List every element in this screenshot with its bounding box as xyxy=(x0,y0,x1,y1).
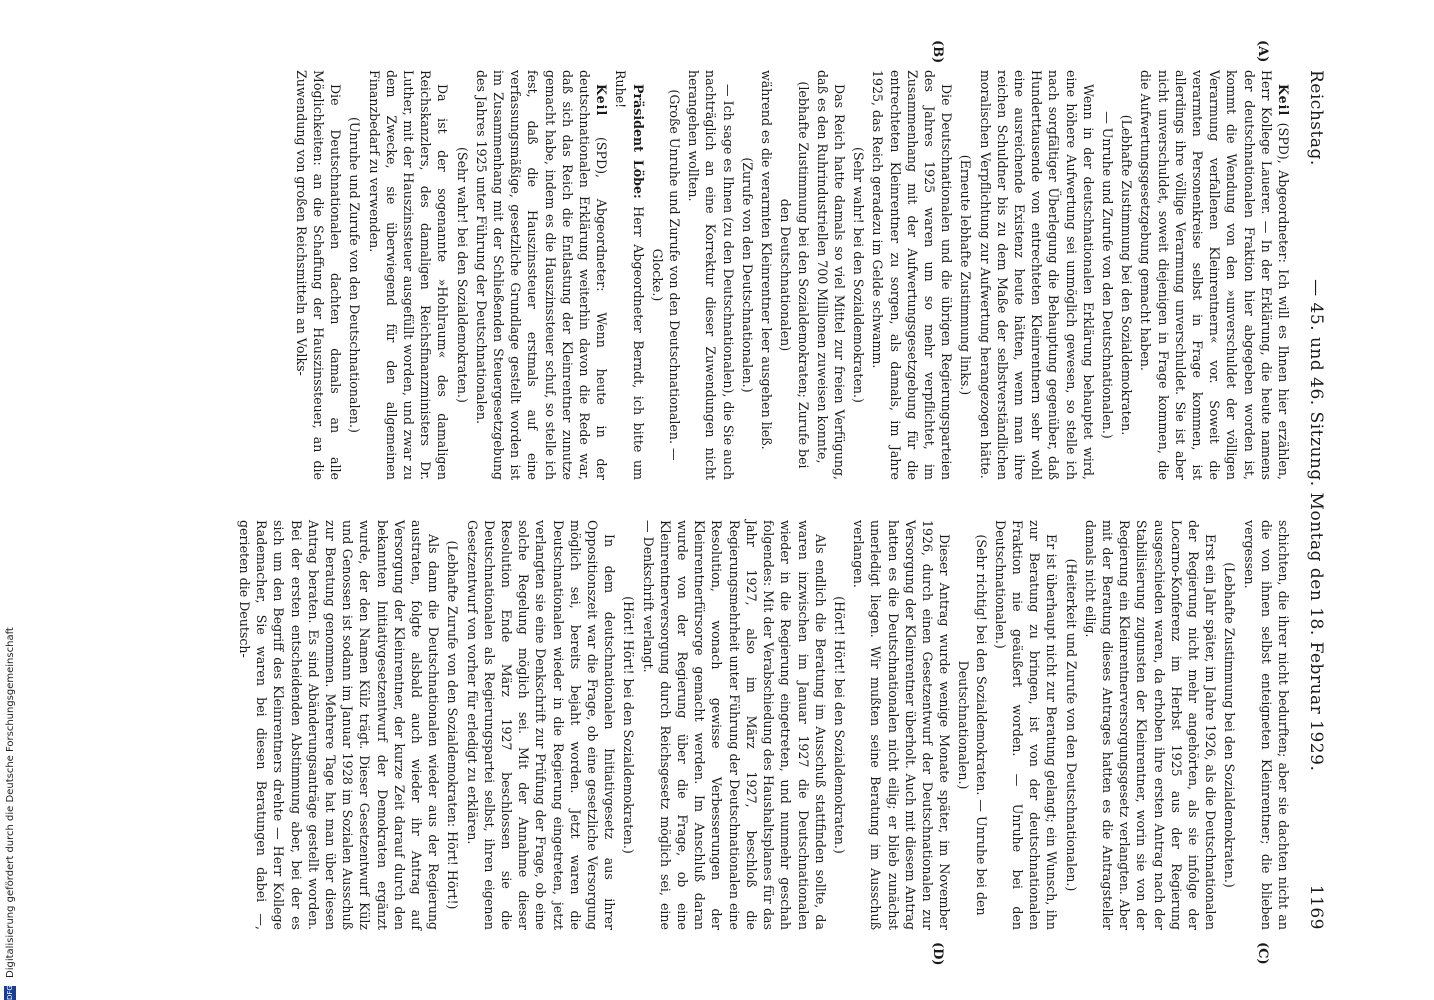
margin-marker-d: (D) xyxy=(930,942,945,966)
digitization-credit xyxy=(3,0,17,1000)
interjection: (Sehr wahr! bei den Sozialdemokraten.) xyxy=(851,147,867,403)
header-title: — 45. und 46. Sitzung. Montag den 18. Februar 1929. xyxy=(1306,279,1326,772)
margin-marker-b: (B) xyxy=(930,40,945,64)
interjection: (Erneute lebhafte Zustimmung links.) xyxy=(958,154,974,396)
paragraph-text: — Ich sage es Ihnen (zu den Deutschnationalen), die Sie auch nachträglich an eine Korrektur dieser Zuwendungen nicht herangehen wollten. xyxy=(686,70,736,480)
dfg-logo: DFG xyxy=(6,985,14,1000)
interjection: (Unruhe und Zurufe von den Deutschnationalen.) xyxy=(347,117,363,433)
speaker-name: Keil xyxy=(594,84,610,117)
paragraph xyxy=(976,70,1096,480)
paragraph-text: Als dann die Deutschnationalen wieder aus der Regierung austraten, folgte alsbald auch wieder ihr Antrag auf Versorgung der Kleinrentner, der kurze Zeit darauf durch den bekannten Initiativgesetzentwurf der Demokraten ergänzt wurde, der den Namen Külz trägt. Dieser Gesetzentwurf Külz und Genossen ist sodann im Januar 1928 im Sozialen Ausschuß zur Beratung genommen. Mehrere Tage hat man über diesen Antrag beraten. Es sind Abänderungsanträge gestellt worden. Bei der ersten entscheidenden Abstimmung aber, bei der es sich um den Begriff des Kleinrentners drehte — Herr Kollege Rademacher, Sie waren bei diesen Beratungen dabei —, gerieten die Deutsch- xyxy=(237,520,442,930)
paragraph-text: Er ist überhaupt nicht zur Beratung gelangt; ein Wunsch, ihn zur Beratung zu bringen, ist von der deutschnationalen Fraktion nie geäußert worden. — Unruhe bei den Deutschnationalen.) xyxy=(992,520,1060,930)
interjection: (Sehr richtig! bei den Sozialdemokraten. — Unruhe bei den Deutschnationalen.) xyxy=(956,534,989,916)
paragraph xyxy=(236,520,442,930)
paragraph xyxy=(463,520,618,930)
header-left: Reichstag. xyxy=(1306,70,1326,166)
interjection: (Lebhafte Zurufe von den Sozialdemokraten: Hört! Hört!) xyxy=(445,540,461,910)
paragraph-text: Das Reich hatte damals so viel Mittel zur freien Verfügung, daß es den Ruhrindustriellen 700 Millionen zuweisen konnte, xyxy=(814,70,847,480)
interjection: (Zurufe von den Deutschnationalen.) xyxy=(739,157,755,393)
interjection: (Lebhafte Zustimmung bei den Sozialdemokraten. xyxy=(1119,114,1135,436)
interjection: (Sehr wahr! bei den Sozialdemokraten.) xyxy=(454,147,470,403)
speaker-name: Präsident Löbe: xyxy=(630,84,646,199)
paragraph xyxy=(612,70,646,480)
paragraph: schichten, die ihrer nicht bedurften; aber sie dachten nicht an die von ihnen selbst enteigneten Kleinrentner; die blieben vergessen. xyxy=(1241,520,1291,930)
interjection: (Große Unruhe und Zurufe von den Deutschnationalen. — Glocke.) xyxy=(649,89,683,461)
paragraph xyxy=(850,520,953,930)
paragraph xyxy=(814,70,848,480)
paragraph-text: (SPD), Abgeordneter: Ich will es Ihnen hier erzählen, Herr Kollege Lauerer. — In der Erklärung, die heute namens der deutschnationalen Fraktion hier abgegeben worden ist, kommt die Wendung von den »unverschuldet der völligen Verarmung verfallenen Kleinrentnern« vor. Soweit die verarmten Personenkreise selbst in Frage kommen, ist allerdings ihre völlige Verarmung unverschuldet. Sie ist aber nicht unverschuldet, soweit diejenigen in Frage kommen, die die Aufwertungsgesetzgebung gemacht haben. xyxy=(1138,70,1291,480)
paragraph xyxy=(639,520,828,930)
paragraph xyxy=(685,70,737,480)
interjection: (Hört! Hört! bei den Sozialdemokraten.) xyxy=(621,596,637,854)
paragraph-text: Erst ein Jahr später, im Jahre 1926, als die Deutschnationalen der Regierung nicht mehr angehörten, als sie infolge der Locarno-Konferenz im Herbst 1925 aus der Regierung ausgeschieden waren, da erhoben ihre ersten Antrag nach der Stabilisierung zugunsten der Kleinrentner, worin sie von der Regierung ein Kleinrentnerversorgungsgesetz verlangten. Aber mit der Beratung dieses Antrages hatten es die Antragsteller damals nicht eilig. xyxy=(1082,520,1219,930)
margin-marker-c: (C) xyxy=(1255,942,1270,965)
paragraph-text: (SPD), Abgeordneter: Wenn heute in der deutschnationalen Erklärung weiterhin davon die Rede war, daß sich das Reich die Entlastung der Kleinrentner zunutze gemacht habe, indem es die Hauszinssteuer schuf, so stelle ich fest, daß die Hauszinssteuer erstmals auf eine verfassungsmäßige, gesetzliche Grundlage gestellt worden ist im Zusammenhang mit der Schließenden Steuergesetzgebung des Jahres 1925 unter Führung der Deutschnationalen. xyxy=(473,70,610,480)
right-column xyxy=(234,520,1292,930)
margin-marker-a: (A) xyxy=(1255,40,1270,63)
paragraph-text: Dieser Antrag wurde wenige Monate später, im November 1926, durch einen Gesetzentwurf der Deutschnationalen zur Versorgung der Kleinrentner überholt. Auch mit diesem Antrag hatten es die Deutschnationalen nicht eilig; er blieb zunächst unerledigt liegen. Wir mußten seine Beratung im Ausschuß verlangen. xyxy=(851,520,953,930)
paragraph xyxy=(1137,70,1292,480)
paragraph-text: Die Deutschnationalen und die übrigen Regierungsparteien des Jahres 1925 waren um so mehr verpflichtet, im Zusammenhang mit der Aufwertungsgesetzgebung für die entrechteten Kleinrentner zu sorgen, als damals, im Jahre 1925, das Reich geradezu im Gelde schwamm. xyxy=(870,70,955,480)
interjection: (Lebhafte Zustimmung bei den Sozialdemokraten.) xyxy=(1222,562,1238,888)
paragraph-text: Wenn in der deutschnationalen Erklärung behauptet wird, eine höhere Aufwertung sei unmöglich gewesen, so stelle ich nach sorgfältiger Überlegung die Behauptung gegenüber, daß Hunderttausende von entrechteten Kleinrentnern sehr wohl eine ausreichende Existenz heute hätten, wenn man ihre reichen Schuldner bis zu dem Maße der selbstverständlichen moralischen Verpflichtung zur Aufwertung herangezogen hätte. xyxy=(977,70,1096,480)
paragraph-text: Da ist der sogenannte »Hohlraum« des damaligen Reichskanzlers, des damaligen Reichsfinanzministers Dr. Luther, mit der Hauszinssteuer ausgefüllt worden, und zwar zu dem Zwecke, sie überwiegend für den allgemeinen Finanzbedarf zu verwenden. xyxy=(366,70,451,480)
interjection: (Heiterkeit und Zurufe von den Deutschnationalen.) xyxy=(1063,558,1079,892)
interjection: (lebhafte Zustimmung bei den Sozialdemokraten; Zurufe bei den Deutschnationalen) xyxy=(778,81,811,469)
paragraph-text: Als endlich die Beratung im Ausschuß stattfinden sollte, da waren inzwischen im Januar 1927 die Deutschnationalen wieder in die Regierung eingetreten, und nunmehr geschah folgendes: Mit der Verabschiedung des Haushaltsplanes für das Jahr 1927, also im März 1927, beschloß die Regierungsmehrheit unter Führung der Deutschnationalen eine Resolution, wonach gewisse Verbesserungen der Kleinrentnerfürsorge gemacht werden. Im Anschluß daran wurde von der Regierung über die Frage, ob eine Kleinrentnerversorgung durch Reichsgesetz möglich sei, eine — Denkschrift verlangt. xyxy=(640,520,828,930)
page-header xyxy=(1302,70,1330,930)
paragraph-text: Die Deutschnationalen dachten damals an alle Möglichkeiten: an die Schaffung der Hauszinssteuer, an die Zuwendung von großen Reichsmitteln an Volks- xyxy=(293,70,344,480)
paragraph: während es die verarmten Kleinrentner leer ausgehen ließ. xyxy=(759,70,775,450)
paragraph-text: Herr Abgeordneter Berndt, ich bitte um Ruhe! xyxy=(613,70,646,480)
paragraph xyxy=(473,70,611,480)
page-number: 1169 xyxy=(1306,884,1326,930)
paragraph xyxy=(293,70,345,480)
left-column xyxy=(291,70,1292,480)
paragraph xyxy=(1082,520,1220,930)
interjection: (Hört! Hört! bei den Sozialdemokraten.) xyxy=(831,596,847,854)
paragraph xyxy=(869,70,955,480)
credit-text: Digitalisierung gefördert durch die Deutsche Forschungsgemeinschaft xyxy=(4,627,16,978)
paragraph-text: In dem deutschnationalen Initiativgesetz aus ihrer Oppositionszeit war die Frage, ob eine gesetzliche Versorgung möglich sei, bereits bejaht worden. Jetzt waren die Deutschnationalen wieder in die Regierung eingetreten, jetzt verlangten sie eine Denkschrift zur Prüfung der Frage, ob eine solche Regelung möglich sei. Mit der Annahme dieser Resolution Ende März 1927 beschlossen sie die Deutschnationalen als Regierungspartei selbst, ihren eigenen Gesetzentwurf von vorher für erledigt zu erklären. xyxy=(464,520,618,930)
speaker-name: Keil xyxy=(1276,84,1291,117)
interjection: — Unruhe und Zurufe von den Deutschnationalen.) xyxy=(1099,111,1115,439)
paragraph xyxy=(992,520,1061,930)
paragraph xyxy=(365,70,451,480)
